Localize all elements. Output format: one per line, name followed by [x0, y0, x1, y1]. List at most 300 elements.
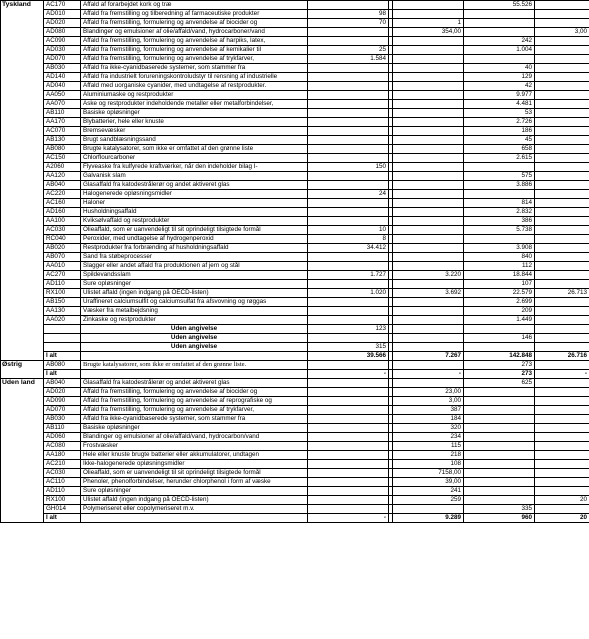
- waste-description: Spildevandsslam: [81, 271, 308, 280]
- value-v3: [393, 1, 464, 10]
- value-v1: 123: [308, 325, 389, 334]
- value-v4: [464, 28, 535, 37]
- total-v1: -: [308, 370, 389, 379]
- value-v4: 9.977: [464, 91, 535, 100]
- total-spacer: [81, 514, 308, 523]
- table-row: [1, 397, 589, 406]
- table-row: [1, 1, 589, 10]
- value-v3: [393, 172, 464, 181]
- table-row: [1, 316, 589, 325]
- value-v1: [308, 415, 389, 424]
- waste-code: AC170: [44, 1, 81, 10]
- waste-code: [44, 334, 81, 343]
- value-v1: 34.412: [308, 244, 389, 253]
- value-v4: [464, 487, 535, 496]
- value-v5: [535, 10, 589, 19]
- waste-code: AD160: [44, 208, 81, 217]
- value-v5: [535, 136, 589, 145]
- value-v4: [464, 343, 535, 352]
- waste-code: AA170: [44, 118, 81, 127]
- table-row: [1, 217, 589, 226]
- value-v5: [535, 37, 589, 46]
- total-v4: 273: [464, 370, 535, 379]
- value-v4: 55.526: [464, 1, 535, 10]
- waste-code: AC150: [44, 154, 81, 163]
- value-v3: [393, 280, 464, 289]
- value-v3: [393, 190, 464, 199]
- value-v4: [464, 190, 535, 199]
- value-v3: [393, 100, 464, 109]
- value-v4: 129: [464, 73, 535, 82]
- value-v4: [464, 19, 535, 28]
- waste-code: A2060: [44, 163, 81, 172]
- table-row: [1, 136, 589, 145]
- value-v3: 1: [393, 19, 464, 28]
- waste-description: Slagger eller andet affald fra produktionen af jern og stål: [81, 262, 308, 271]
- waste-code: AB030: [44, 64, 81, 73]
- waste-description: Ulistet affald (ingen indgang på OECD-listen): [81, 289, 308, 298]
- value-v4: [464, 415, 535, 424]
- table-row: [1, 325, 589, 334]
- value-v5: [535, 433, 589, 442]
- value-v5: [535, 118, 589, 127]
- table-row: [1, 478, 589, 487]
- waste-code: AD110: [44, 280, 81, 289]
- value-v5: [535, 487, 589, 496]
- table-row: [1, 46, 589, 55]
- value-v4: 2.615: [464, 154, 535, 163]
- value-v3: [393, 244, 464, 253]
- value-v4: 53: [464, 109, 535, 118]
- total-v5: 20: [535, 514, 589, 523]
- value-v3: 108: [393, 460, 464, 469]
- value-v4: 107: [464, 280, 535, 289]
- total-v5: 26.716: [535, 352, 589, 361]
- waste-code: AA050: [44, 91, 81, 100]
- waste-description: Brugt sandblæsningssand: [81, 136, 308, 145]
- country-label: Uden land: [1, 379, 44, 523]
- value-v5: 20: [535, 496, 589, 505]
- waste-code: AA070: [44, 100, 81, 109]
- total-v1: 39.566: [308, 352, 389, 361]
- table-row: [1, 271, 589, 280]
- value-v5: [535, 280, 589, 289]
- table-row: [1, 460, 589, 469]
- waste-description: Affald fra industrielt forureningskontroludstyr til rensning af industrielle: [81, 73, 308, 82]
- value-v5: [535, 64, 589, 73]
- waste-code: AB040: [44, 181, 81, 190]
- value-v3: [393, 181, 464, 190]
- value-v5: [535, 181, 589, 190]
- table-row: [1, 289, 589, 298]
- value-v1: [308, 505, 389, 514]
- waste-code: AC030: [44, 469, 81, 478]
- waste-description: Affald af forarbejdet kork og træ: [81, 1, 308, 10]
- waste-code: AC160: [44, 199, 81, 208]
- value-v1: [308, 64, 389, 73]
- value-v3: [393, 163, 464, 172]
- waste-description: Uden angivelse: [81, 334, 308, 343]
- waste-description: Uden angivelse: [81, 325, 308, 334]
- table-row: [1, 145, 589, 154]
- value-v4: 658: [464, 145, 535, 154]
- table-row: [1, 55, 589, 64]
- value-v1: 150: [308, 163, 389, 172]
- value-v5: [535, 271, 589, 280]
- value-v5: [535, 253, 589, 262]
- value-v3: [393, 136, 464, 145]
- value-v4: 42: [464, 82, 535, 91]
- value-v5: [535, 307, 589, 316]
- table-row: [1, 379, 589, 388]
- value-v5: [535, 397, 589, 406]
- value-v3: [393, 379, 464, 388]
- value-v1: [308, 145, 389, 154]
- value-v4: 40: [464, 64, 535, 73]
- value-v5: [535, 451, 589, 460]
- value-v4: [464, 55, 535, 64]
- waste-description: Basiske opløsninger: [81, 424, 308, 433]
- value-v1: 98: [308, 10, 389, 19]
- value-v4: [464, 397, 535, 406]
- total-v5: -: [535, 370, 589, 379]
- value-v1: [308, 280, 389, 289]
- value-v1: [308, 424, 389, 433]
- value-v1: [308, 406, 389, 415]
- value-v4: 2.699: [464, 298, 535, 307]
- value-v1: 24: [308, 190, 389, 199]
- value-v4: 5.738: [464, 226, 535, 235]
- value-v5: [535, 199, 589, 208]
- value-v3: [393, 154, 464, 163]
- waste-code: AD090: [44, 397, 81, 406]
- value-v3: [393, 109, 464, 118]
- waste-description: Uden angivelse: [81, 343, 308, 352]
- value-v4: 625: [464, 379, 535, 388]
- value-v1: [308, 442, 389, 451]
- waste-code: RX100: [44, 289, 81, 298]
- waste-code: AB130: [44, 136, 81, 145]
- waste-code: AC110: [44, 478, 81, 487]
- value-v4: 1.449: [464, 316, 535, 325]
- waste-description: Sure opløsninger: [81, 280, 308, 289]
- waste-description: Brugte katalysatorer, som ikke er omfattet af den grønne liste: [81, 145, 308, 154]
- waste-description: Zinkaske og restprodukter: [81, 316, 308, 325]
- waste-code: AC030: [44, 226, 81, 235]
- value-v3: [393, 298, 464, 307]
- waste-description: Restprodukter fra forbrænding af husholdningsaffald: [81, 244, 308, 253]
- value-v1: [308, 460, 389, 469]
- waste-description: Olieaffald, som er uanvendeligt til sit oprindeligt tilsigtede formål: [81, 469, 308, 478]
- waste-code: AA100: [44, 217, 81, 226]
- value-v4: 814: [464, 199, 535, 208]
- waste-code: AD080: [44, 28, 81, 37]
- waste-description: Olieaffald, som er uanvendeligt til sit oprindeligt tilsigtede formål: [81, 226, 308, 235]
- value-v5: [535, 361, 589, 370]
- table-row: [1, 82, 589, 91]
- waste-description: Affald fra fremstilling, formulering og anvendelse af harpiks, latex,: [81, 37, 308, 46]
- value-v5: [535, 415, 589, 424]
- waste-description: Ulistet affald (ingen indgang på OECD-listen): [81, 496, 308, 505]
- value-v1: [308, 208, 389, 217]
- table-row: [1, 19, 589, 28]
- value-v3: 354,00: [393, 28, 464, 37]
- waste-code: AA120: [44, 172, 81, 181]
- table-row: [1, 253, 589, 262]
- table-row: [1, 163, 589, 172]
- waste-code: AD020: [44, 388, 81, 397]
- total-v3: 9.289: [393, 514, 464, 523]
- value-v5: [535, 163, 589, 172]
- total-spacer: [81, 370, 308, 379]
- value-v5: [535, 379, 589, 388]
- value-v3: 23,00: [393, 388, 464, 397]
- value-v5: [535, 460, 589, 469]
- waste-code: AD070: [44, 55, 81, 64]
- value-v3: [393, 316, 464, 325]
- value-v4: 575: [464, 172, 535, 181]
- waste-code: AA020: [44, 316, 81, 325]
- value-v3: 218: [393, 451, 464, 460]
- value-v1: [308, 181, 389, 190]
- total-v1: -: [308, 514, 389, 523]
- table-row: [1, 307, 589, 316]
- value-v4: [464, 478, 535, 487]
- waste-description: Glasaffald fra katodestrålerør og andet aktiveret glas: [81, 379, 308, 388]
- value-v1: [308, 154, 389, 163]
- table-row: [1, 91, 589, 100]
- value-v3: [393, 37, 464, 46]
- waste-description: Husholdningsaffald: [81, 208, 308, 217]
- value-v3: [393, 127, 464, 136]
- value-v1: [308, 109, 389, 118]
- value-v5: 3,00: [535, 28, 589, 37]
- waste-code: AB070: [44, 253, 81, 262]
- waste-code: AB110: [44, 424, 81, 433]
- value-v5: [535, 91, 589, 100]
- value-v5: [535, 298, 589, 307]
- value-v4: 3.886: [464, 181, 535, 190]
- value-v3: [393, 262, 464, 271]
- value-v1: [308, 451, 389, 460]
- table-row: [1, 487, 589, 496]
- table-row: [1, 451, 589, 460]
- value-v3: [393, 217, 464, 226]
- table-row: [1, 262, 589, 271]
- table-row: [1, 469, 589, 478]
- value-v1: [308, 397, 389, 406]
- value-v1: [308, 388, 389, 397]
- value-v5: [535, 82, 589, 91]
- value-v4: 273: [464, 361, 535, 370]
- table-row: [1, 118, 589, 127]
- table-row: [1, 172, 589, 181]
- waste-description: Sure opløsninger: [81, 487, 308, 496]
- table-row: [1, 406, 589, 415]
- waste-code: AB150: [44, 298, 81, 307]
- value-v4: [464, 433, 535, 442]
- value-v1: [308, 1, 389, 10]
- value-v3: [393, 118, 464, 127]
- value-v3: [393, 325, 464, 334]
- waste-description: Affald fra ikke-cyanidbaserede systemer, som stammer fra: [81, 64, 308, 73]
- value-v4: 4.481: [464, 100, 535, 109]
- value-v4: 146: [464, 334, 535, 343]
- waste-code: AD010: [44, 10, 81, 19]
- value-v3: [393, 307, 464, 316]
- waste-code: [44, 343, 81, 352]
- table-row: [1, 100, 589, 109]
- country-label: Østrig: [1, 361, 44, 379]
- waste-code: AC080: [44, 442, 81, 451]
- value-v1: [308, 91, 389, 100]
- waste-code: AB080: [44, 145, 81, 154]
- value-v4: 3.908: [464, 244, 535, 253]
- value-v1: [308, 379, 389, 388]
- table-row: [1, 226, 589, 235]
- value-v4: [464, 163, 535, 172]
- value-v1: [308, 73, 389, 82]
- value-v1: [308, 118, 389, 127]
- table-row: [1, 388, 589, 397]
- waste-description: Bremsevæsker: [81, 127, 308, 136]
- waste-description: Affald fra fremstilling, formulering og anvendelse af kemikalier til: [81, 46, 308, 55]
- value-v5: [535, 235, 589, 244]
- waste-description: Phenoler, phenolforbindelser, herunder chlorphenol i form af væske: [81, 478, 308, 487]
- value-v5: [535, 19, 589, 28]
- value-v3: [393, 226, 464, 235]
- table-row: [1, 208, 589, 217]
- table-row: [1, 415, 589, 424]
- table-row: [1, 505, 589, 514]
- value-v1: [308, 199, 389, 208]
- table-row: [1, 190, 589, 199]
- waste-description: Frostvæsker: [81, 442, 308, 451]
- value-v4: 22.579: [464, 289, 535, 298]
- value-v3: [393, 199, 464, 208]
- value-v5: [535, 325, 589, 334]
- waste-description: Chlorflourcarboner: [81, 154, 308, 163]
- waste-code: GH014: [44, 505, 81, 514]
- table-row: [1, 73, 589, 82]
- waste-description: Peroxider, med undtagelse af hydrogenperoxid: [81, 235, 308, 244]
- waste-description: Aske og restprodukter indeholdende metaller eller metalforbindelser,: [81, 100, 308, 109]
- value-v1: [308, 487, 389, 496]
- value-v1: [308, 136, 389, 145]
- waste-description: Haloner: [81, 199, 308, 208]
- waste-code: AB110: [44, 109, 81, 118]
- waste-code: AB020: [44, 244, 81, 253]
- waste-description: Blandinger og emulsioner af olie/affald/vand, hydrocarboner/vand: [81, 28, 308, 37]
- value-v4: [464, 496, 535, 505]
- value-v3: [393, 46, 464, 55]
- value-v1: [308, 478, 389, 487]
- value-v3: [393, 64, 464, 73]
- value-v5: [535, 478, 589, 487]
- value-v1: 10: [308, 226, 389, 235]
- waste-code: AD040: [44, 82, 81, 91]
- value-v1: [308, 172, 389, 181]
- value-v1: 1.584: [308, 55, 389, 64]
- waste-description: Polymeriseret eller copolymeriseret m.v.: [81, 505, 308, 514]
- value-v4: 112: [464, 262, 535, 271]
- waste-description: Kviksølvaffald og restprodukter: [81, 217, 308, 226]
- value-v1: [308, 433, 389, 442]
- total-v3: -: [393, 370, 464, 379]
- value-v3: 3.220: [393, 271, 464, 280]
- waste-description: Brugte katalysatorer, som ikke er omfattet af den grønne liste.: [81, 361, 308, 370]
- value-v3: [393, 253, 464, 262]
- waste-description: Basiske opløsninger: [81, 109, 308, 118]
- value-v5: [535, 262, 589, 271]
- value-v1: [308, 496, 389, 505]
- waste-code: AD140: [44, 73, 81, 82]
- table-row: [1, 28, 589, 37]
- country-label: Tyskland: [1, 1, 44, 361]
- value-v5: [535, 145, 589, 154]
- value-v1: [308, 262, 389, 271]
- waste-description: Glasaffald fra katodestrålerør og andet aktiveret glas: [81, 181, 308, 190]
- value-v1: 315: [308, 343, 389, 352]
- value-v1: 25: [308, 46, 389, 55]
- waste-description: Væsker fra metalbejdsning: [81, 307, 308, 316]
- total-label: I alt: [44, 370, 81, 379]
- waste-description: Uraffineret calciumsulfit og calciumsulfat fra afsvovning og røggas: [81, 298, 308, 307]
- value-v4: 186: [464, 127, 535, 136]
- waste-code: AA180: [44, 451, 81, 460]
- value-v5: [535, 244, 589, 253]
- value-v5: [535, 46, 589, 55]
- value-v3: [393, 55, 464, 64]
- value-v5: [535, 1, 589, 10]
- table-row: [1, 37, 589, 46]
- table-row: [1, 109, 589, 118]
- table-row: [1, 244, 589, 253]
- waste-description: Flyveaske fra kulfyrede kraftværker, når den indeholder bilag I-: [81, 163, 308, 172]
- table-row: [1, 424, 589, 433]
- table-row: [1, 199, 589, 208]
- table-row: [1, 154, 589, 163]
- waste-code: AB040: [44, 379, 81, 388]
- value-v5: [535, 217, 589, 226]
- value-v3: 39,00: [393, 478, 464, 487]
- value-v3: 234: [393, 433, 464, 442]
- value-v4: [464, 325, 535, 334]
- table-row: [1, 361, 589, 370]
- value-v3: [393, 91, 464, 100]
- value-v3: [393, 10, 464, 19]
- value-v4: [464, 451, 535, 460]
- waste-code: AD020: [44, 19, 81, 28]
- value-v4: 18.844: [464, 271, 535, 280]
- value-v4: [464, 469, 535, 478]
- value-v1: [308, 298, 389, 307]
- value-v5: 26.713: [535, 289, 589, 298]
- waste-description: Galvanisk slam: [81, 172, 308, 181]
- value-v5: [535, 208, 589, 217]
- waste-description: Affald fra fremstilling, formulering og anvendelse af biocider og: [81, 19, 308, 28]
- value-v3: [393, 145, 464, 154]
- total-v4: 960: [464, 514, 535, 523]
- value-v4: [464, 388, 535, 397]
- value-v1: [308, 334, 389, 343]
- value-v5: [535, 172, 589, 181]
- waste-code: AC070: [44, 127, 81, 136]
- table-row: [1, 127, 589, 136]
- value-v1: [308, 217, 389, 226]
- waste-code: AC220: [44, 190, 81, 199]
- waste-code: RC040: [44, 235, 81, 244]
